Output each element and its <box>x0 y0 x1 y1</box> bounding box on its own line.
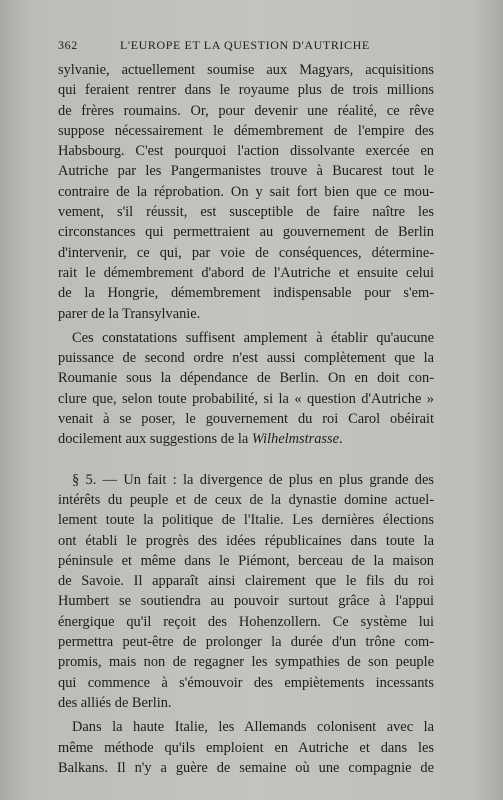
text-fragment: . <box>339 431 343 448</box>
text-line: Humbert se soutiendra au pouvoir surtout grâce à l'appui <box>58 593 434 610</box>
text-line: même méthode qu'ils emploient en Autriche et dans les <box>58 739 434 756</box>
text-line: de Savoie. Il apparaît ainsi clairement que le fils du roi <box>58 573 434 590</box>
text-line: venait à se poser, le gouvernement du roi Carol obéirait <box>58 411 434 428</box>
text-line: péninsule et même dans le Piémont, berceau de la maison <box>58 552 434 569</box>
text-line: de frères roumains. Or, pour devenir une réalité, ce rêve <box>58 102 434 119</box>
text-line: Dans la haute Italie, les Allemands colonisent avec la <box>72 719 434 736</box>
running-title: L'EUROPE ET LA QUESTION D'AUTRICHE <box>120 38 370 52</box>
paragraph <box>58 470 434 714</box>
paragraph <box>58 328 434 450</box>
page-number: 362 <box>58 38 78 52</box>
text-line: énergique qu'il reçoit des Hohenzollern. Ce système lui <box>58 613 434 630</box>
text-line: qui commence à s'émouvoir des empiètements incessants <box>58 674 434 691</box>
text-line: qui feraient rentrer dans le royaume plus de trois millions <box>58 82 434 99</box>
text-line <box>58 429 434 449</box>
text-line: parer de la Transylvanie. <box>58 305 201 322</box>
italic-term: Wilhelmstrasse <box>251 431 339 448</box>
text-line: permettra peut-être de prolonger la durée d'un trône com- <box>58 634 434 651</box>
text-line: vement, s'il réussit, est susceptible de faire naître les <box>58 204 434 221</box>
text-line: contraire de la réprobation. On y sait fort bien que ce mou- <box>58 183 434 200</box>
text-line: des alliés de Berlin. <box>58 694 172 711</box>
text-line: Habsbourg. C'est pourquoi l'action dissolvante exercée en <box>58 143 434 160</box>
text-line: suppose nécessairement le démembrement de l'empire des <box>58 122 434 139</box>
paragraph <box>58 60 434 324</box>
body-text <box>58 60 434 778</box>
text-line: lement toute la politique de l'Italie. Les dernières élections <box>58 512 434 529</box>
text-line: promis, mais non de regagner les sympathies de son peuple <box>58 654 434 671</box>
text-line: puissance de second ordre n'est aussi complètement que la <box>58 350 434 367</box>
text-line: § 5. — Un fait : la divergence de plus en plus grande des <box>72 471 434 488</box>
paragraph <box>58 717 434 778</box>
text-line: clure que, selon toute probabilité, si la « question d'Autriche » <box>58 390 434 407</box>
text-line: ont établi le progrès des idées républicaines dans toute la <box>58 532 434 549</box>
text-line: Ces constatations suffisent amplement à établir qu'aucune <box>72 329 434 346</box>
text-line: Autriche par les Pangermanistes trouve à Bucarest tout le <box>58 163 434 180</box>
text-line: Roumanie sous la dépendance de Berlin. On en doit con- <box>58 370 434 387</box>
text-line: Balkans. Il n'y a guère de semaine où une compagnie de <box>58 759 434 776</box>
text-line: intérêts du peuple et de ceux de la dynastie domine actuel- <box>58 491 434 508</box>
text-line: de la Hongrie, démembrement indispensable pour s'em- <box>58 285 434 302</box>
text-line: sylvanie, actuellement soumise aux Magyars, acquisitions <box>58 62 434 78</box>
text-line: d'intervenir, ce qui, par voie de conséquences, détermine- <box>58 244 434 261</box>
running-head <box>58 38 443 54</box>
text-fragment: docilement aux suggestions de la <box>58 431 249 448</box>
text-line: circonstances qui permettraient au gouvernement de Berlin <box>58 224 434 241</box>
text-line: rait le démembrement d'abord de l'Autriche et ensuite celui <box>58 264 434 281</box>
